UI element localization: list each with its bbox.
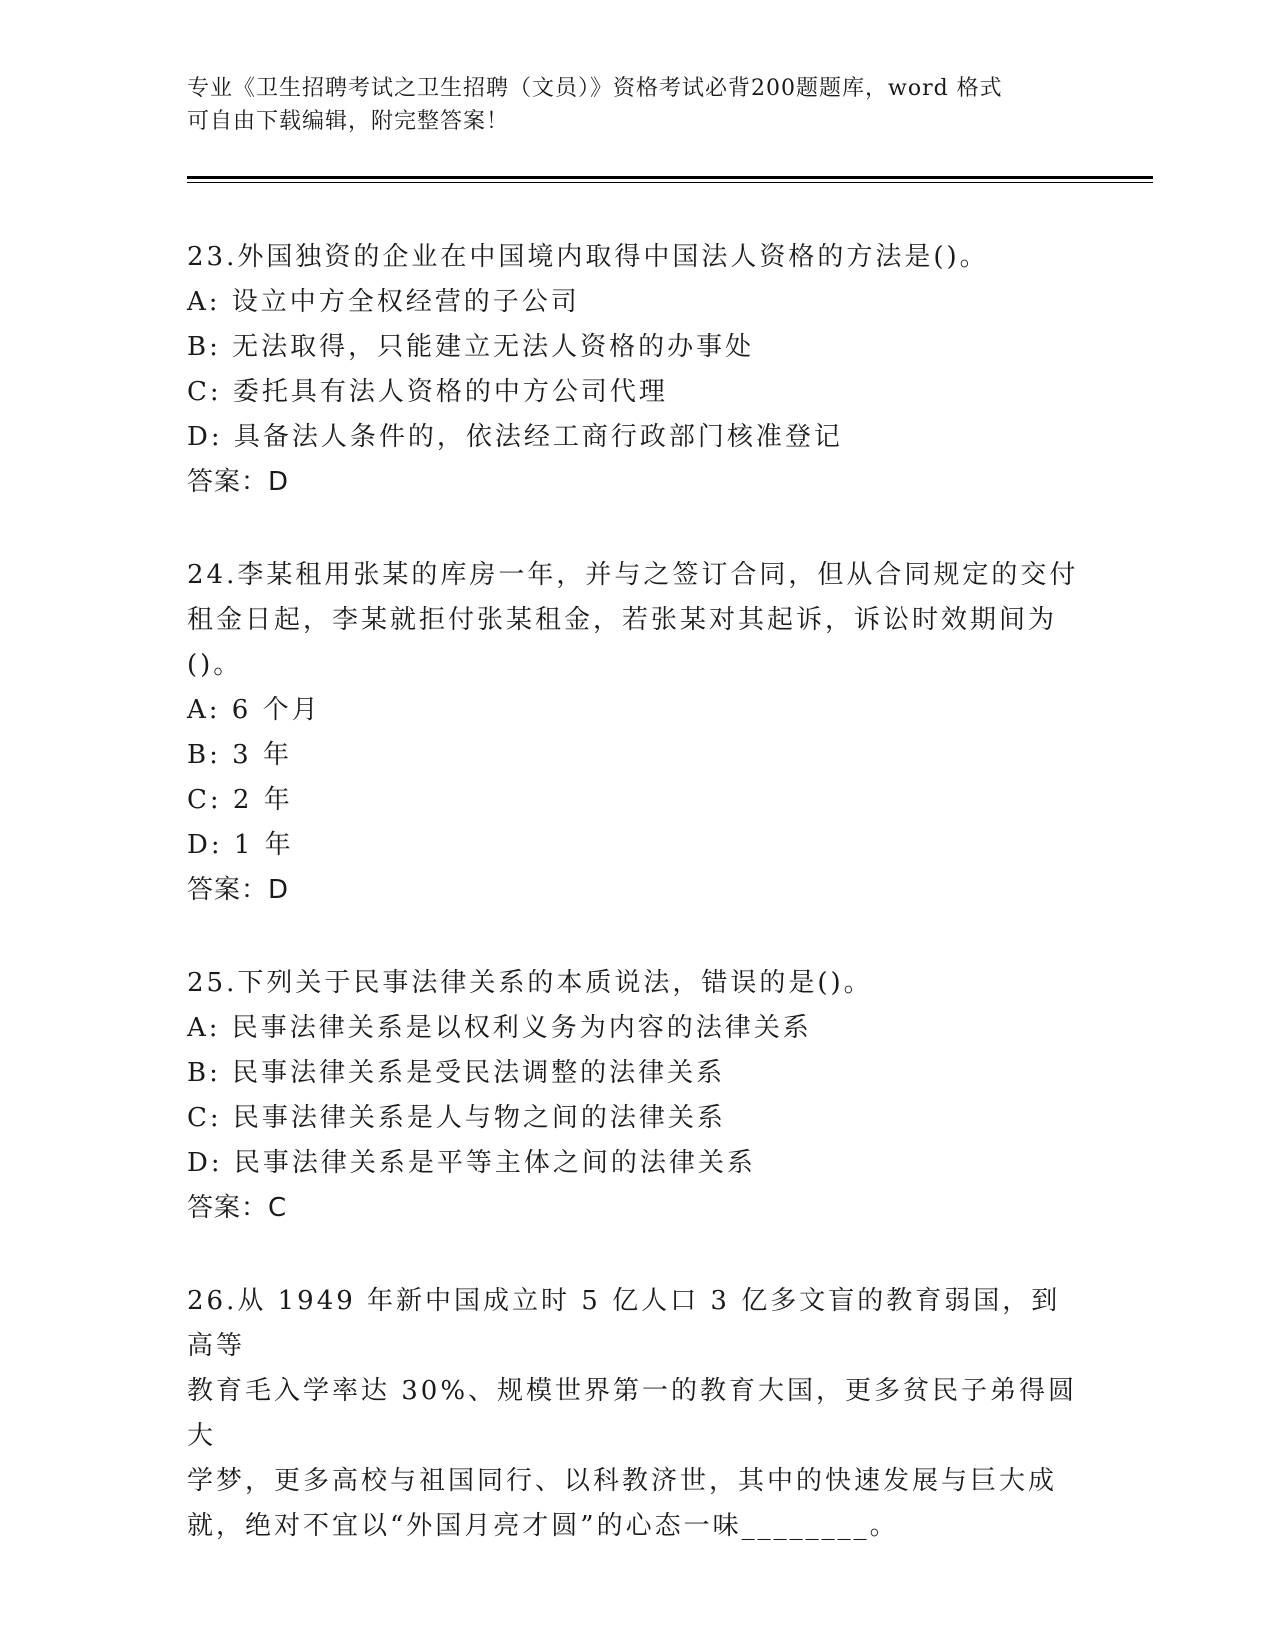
answer-line: 答案：D [187,875,290,905]
question-25 [187,961,1087,1231]
option-a: A: 设立中方全权经营的子公司 [187,287,580,317]
question-stem-line-3: 学梦，更多高校与祖国同行、以科教济世，其中的快速发展与巨大成 [187,1466,1058,1496]
question-stem-line-2: 租金日起，李某就拒付张某租金，若张某对其起诉，诉讼时效期间为 [187,605,1058,635]
option-d: D: 民事法律关系是平等主体之间的法律关系 [187,1148,756,1178]
option-a: A: 民事法律关系是以权利义务为内容的法律关系 [187,1013,812,1043]
header-divider-thick [187,176,1153,179]
option-b: B: 3 年 [187,740,292,770]
question-stem: 25.下列关于民事法律关系的本质说法，错误的是()。 [187,968,873,998]
option-b: B: 无法取得，只能建立无法人资格的办事处 [187,332,755,362]
answer-line: 答案：C [187,1193,288,1223]
option-d: D: 具备法人条件的，依法经工商行政部门核准登记 [187,422,843,452]
question-stem-line-1: 26.从 1949 年新中国成立时 5 亿人口 3 亿多文盲的教育弱国，到高等 [187,1286,1061,1361]
question-24 [187,553,1087,913]
option-a: A: 6 个月 [187,695,321,725]
question-stem-line-4: 就，绝对不宜以“外国月亮才圆”的心态一味________。 [187,1511,899,1541]
question-stem-line-1: 24.李某租用张某的库房一年，并与之签订合同，但从合同规定的交付 [187,560,1079,590]
document-header [187,72,1067,138]
option-c: C: 民事法律关系是人与物之间的法律关系 [187,1103,726,1133]
option-d: D: 1 年 [187,830,294,860]
question-stem-line-2: 教育毛入学率达 30%、规模世界第一的教育大国，更多贫民子弟得圆大 [187,1376,1078,1451]
header-divider-thin [187,182,1153,183]
question-23 [187,235,1087,505]
question-stem: 23.外国独资的企业在中国境内取得中国法人资格的方法是()。 [187,242,989,272]
option-c: C: 委托具有法人资格的中方公司代理 [187,377,668,407]
header-line-1: 专业《卫生招聘考试之卫生招聘（文员）》资格考试必背200题题库，word 格式 [187,76,1003,101]
option-c: C: 2 年 [187,785,293,815]
question-26 [187,1279,1087,1549]
header-line-2: 可自由下载编辑，附完整答案！ [187,109,510,134]
option-b: B: 民事法律关系是受民法调整的法律关系 [187,1058,726,1088]
answer-line: 答案：D [187,467,290,497]
question-list [187,235,1087,1597]
question-stem-line-3: ()。 [187,650,243,680]
